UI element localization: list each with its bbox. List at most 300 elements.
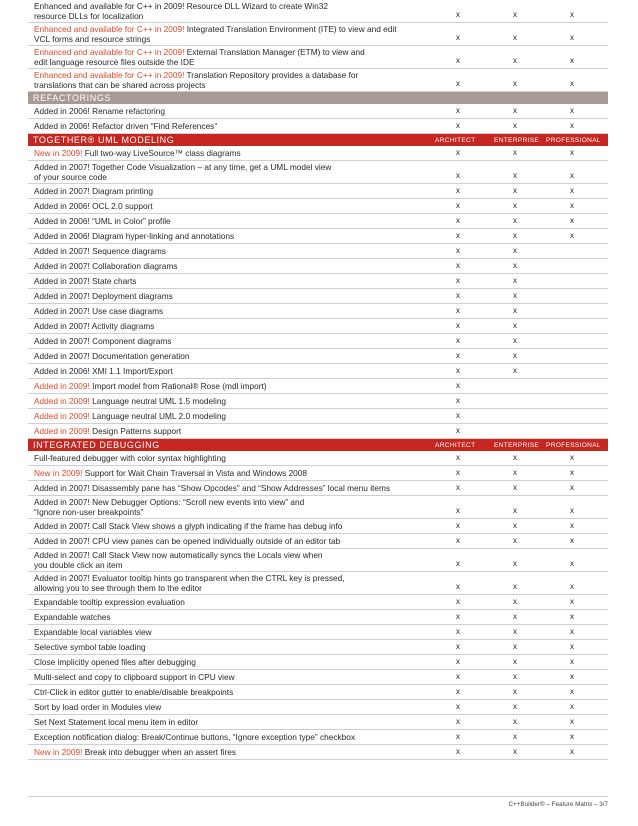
check-mark: x (456, 411, 460, 420)
check-mark: x (570, 702, 574, 711)
check-mark: x (456, 506, 460, 515)
feature-text: Ctrl-Click in editor gutter to enable/disable breakpoints (34, 687, 234, 697)
feature-label (34, 411, 434, 421)
check-mark: x (570, 687, 574, 696)
check-mark: x (456, 642, 460, 651)
check-mark: x (456, 56, 460, 65)
highlight-text: New in 2009! (34, 747, 83, 757)
feature-text: Import model from Rational® Rose (mdl import) (89, 381, 267, 391)
feature-text: Added in 2006! XMI 1.1 Import/Export (34, 366, 173, 376)
table-row (28, 610, 608, 625)
feature-line (34, 351, 434, 361)
feature-line (34, 162, 434, 172)
table-row (28, 184, 608, 199)
feature-matrix (28, 0, 608, 760)
feature-text: Break into debugger when an assert fires (82, 747, 237, 757)
table-row (28, 496, 608, 519)
feature-line (34, 560, 434, 570)
feature-line (34, 246, 434, 256)
feature-line (34, 597, 434, 607)
check-mark: x (456, 351, 460, 360)
feature-label (34, 121, 434, 131)
feature-line (34, 306, 434, 316)
section-header (28, 439, 608, 451)
check-mark: x (570, 186, 574, 195)
feature-text: Added in 2006! Refactor driven “Find References” (34, 121, 218, 131)
feature-text: Enhanced and available for C++ in 2009! Resource DLL Wizard to create Win32 (34, 1, 328, 11)
table-row (28, 274, 608, 289)
feature-line (34, 381, 434, 391)
page-footer (28, 796, 608, 808)
feature-text: allowing you to see through them to the editor (34, 583, 202, 593)
feature-label (34, 47, 434, 67)
table-row (28, 409, 608, 424)
check-mark: x (456, 121, 460, 130)
check-mark: x (513, 148, 517, 157)
feature-label (34, 321, 434, 331)
check-mark: x (456, 366, 460, 375)
table-row (28, 519, 608, 534)
feature-text: Multi-select and copy to clipboard support in CPU view (34, 672, 235, 682)
check-mark: x (513, 56, 517, 65)
feature-line (34, 657, 434, 667)
table-row (28, 655, 608, 670)
feature-text: Selective symbol table loading (34, 642, 146, 652)
check-mark: x (513, 506, 517, 515)
feature-text: Expandable tooltip expression evaluation (34, 597, 185, 607)
check-mark: x (570, 201, 574, 210)
check-mark: x (456, 702, 460, 711)
table-row (28, 319, 608, 334)
feature-text: VCL forms and resource strings (34, 34, 151, 44)
feature-line (34, 583, 434, 593)
table-row (28, 119, 608, 134)
feature-label (34, 396, 434, 406)
feature-text: “Ignore non-user breakpoints” (34, 507, 144, 517)
feature-text: Added in 2007! Call Stack View shows a glyph indicating if the frame has debug info (34, 521, 343, 531)
feature-text: Sort by load order in Modules view (34, 702, 162, 712)
check-mark: x (456, 246, 460, 255)
check-mark: x (570, 521, 574, 530)
table-row (28, 304, 608, 319)
highlight-text: Added in 2009! (34, 411, 90, 421)
check-mark: x (570, 148, 574, 157)
feature-label (34, 468, 434, 478)
table-row (28, 104, 608, 119)
check-mark: x (456, 186, 460, 195)
column-header: ARCHITECT (435, 137, 476, 144)
check-mark: x (513, 687, 517, 696)
feature-label (34, 483, 434, 493)
section-header (28, 92, 608, 104)
feature-line (34, 468, 434, 478)
check-mark: x (456, 612, 460, 621)
feature-line (34, 276, 434, 286)
check-mark: x (513, 732, 517, 741)
check-mark: x (513, 171, 517, 180)
check-mark: x (570, 56, 574, 65)
feature-text: Added in 2007! Diagram printing (34, 186, 153, 196)
check-mark: x (456, 657, 460, 666)
feature-line (34, 34, 434, 44)
feature-line (34, 396, 434, 406)
check-mark: x (456, 261, 460, 270)
check-mark: x (570, 612, 574, 621)
table-row (28, 214, 608, 229)
table-row (28, 349, 608, 364)
feature-label (34, 381, 434, 391)
feature-line (34, 550, 434, 560)
feature-label (34, 453, 434, 463)
column-header: PROFESSIONAL (546, 442, 601, 449)
feature-text: Support for Wait Chain Traversal in Vista and Windows 2008 (82, 468, 308, 478)
section-title: INTEGRATED DEBUGGING (33, 440, 160, 450)
check-mark: x (456, 521, 460, 530)
check-mark: x (456, 276, 460, 285)
highlight-text: Added in 2009! (34, 426, 90, 436)
feature-label (34, 702, 434, 712)
table-row (28, 289, 608, 304)
feature-text: resource DLLs for localization (34, 11, 144, 21)
check-mark: x (570, 717, 574, 726)
feature-line (34, 106, 434, 116)
feature-label (34, 336, 434, 346)
feature-line (34, 497, 434, 507)
feature-label (34, 162, 434, 182)
table-row (28, 146, 608, 161)
highlight-text: Added in 2009! (34, 396, 90, 406)
feature-text: Added in 2006! OCL 2.0 support (34, 201, 153, 211)
feature-text: Added in 2007! Use case diagrams (34, 306, 164, 316)
check-mark: x (513, 468, 517, 477)
check-mark: x (513, 106, 517, 115)
check-mark: x (570, 582, 574, 591)
check-mark: x (570, 231, 574, 240)
feature-line (34, 80, 434, 90)
feature-label (34, 573, 434, 593)
table-row (28, 394, 608, 409)
table-row (28, 745, 608, 760)
column-header: PROFESSIONAL (546, 137, 601, 144)
check-mark: x (456, 79, 460, 88)
feature-text: of your source code (34, 172, 107, 182)
feature-line (34, 336, 434, 346)
table-row (28, 259, 608, 274)
check-mark: x (513, 276, 517, 285)
feature-text: Full two-way LiveSource™ class diagrams (82, 148, 241, 158)
feature-line (34, 261, 434, 271)
check-mark: x (513, 79, 517, 88)
highlight-text: Enhanced and available for C++ in 2009! (34, 70, 185, 80)
feature-line (34, 57, 434, 67)
feature-text: Expandable watches (34, 612, 111, 622)
check-mark: x (570, 171, 574, 180)
feature-text: Added in 2007! State charts (34, 276, 137, 286)
feature-label (34, 612, 434, 622)
feature-label (34, 642, 434, 652)
check-mark: x (513, 717, 517, 726)
check-mark: x (513, 657, 517, 666)
feature-text: Language neutral UML 1.5 modeling (89, 396, 227, 406)
feature-label (34, 70, 434, 90)
table-row (28, 424, 608, 439)
check-mark: x (456, 148, 460, 157)
table-row (28, 700, 608, 715)
feature-text: Full-featured debugger with color syntax highlighting (34, 453, 226, 463)
feature-text: you double click an item (34, 560, 123, 570)
table-row (28, 534, 608, 549)
feature-text: Added in 2007! Evaluator tooltip hints go transparent when the CTRL key is pressed, (34, 573, 345, 583)
feature-label (34, 687, 434, 697)
check-mark: x (456, 291, 460, 300)
feature-label (34, 426, 434, 436)
feature-label (34, 717, 434, 727)
feature-line (34, 411, 434, 421)
feature-text: Added in 2007! Documentation generation (34, 351, 190, 361)
table-row (28, 244, 608, 259)
feature-text: Added in 2006! “UML in Color” profile (34, 216, 171, 226)
table-row (28, 69, 608, 92)
feature-line (34, 702, 434, 712)
table-row (28, 730, 608, 745)
column-header: ENTERPRISE (494, 137, 540, 144)
check-mark: x (570, 559, 574, 568)
check-mark: x (570, 672, 574, 681)
highlight-text: Enhanced and available for C++ in 2009! (34, 24, 185, 34)
check-mark: x (456, 717, 460, 726)
check-mark: x (513, 121, 517, 130)
feature-line (34, 732, 434, 742)
check-mark: x (513, 246, 517, 255)
check-mark: x (513, 582, 517, 591)
column-header: ARCHITECT (435, 442, 476, 449)
feature-text: External Translation Manager (ETM) to view and (184, 47, 365, 57)
feature-line (34, 321, 434, 331)
feature-label (34, 201, 434, 211)
check-mark: x (513, 559, 517, 568)
table-row (28, 625, 608, 640)
feature-line (34, 573, 434, 583)
feature-line (34, 11, 434, 21)
highlight-text: New in 2009! (34, 468, 83, 478)
feature-line (34, 536, 434, 546)
table-row (28, 334, 608, 349)
check-mark: x (513, 186, 517, 195)
check-mark: x (456, 536, 460, 545)
check-mark: x (513, 336, 517, 345)
check-mark: x (513, 747, 517, 756)
check-mark: x (456, 171, 460, 180)
table-row (28, 46, 608, 69)
feature-line (34, 747, 434, 757)
feature-line (34, 687, 434, 697)
feature-text: Close implicitly opened files after debugging (34, 657, 196, 667)
feature-label (34, 216, 434, 226)
table-row (28, 685, 608, 700)
check-mark: x (456, 231, 460, 240)
table-row (28, 451, 608, 466)
check-mark: x (513, 627, 517, 636)
table-row (28, 0, 608, 23)
feature-line (34, 672, 434, 682)
check-mark: x (513, 672, 517, 681)
feature-text: Integrated Translation Environment (ITE) to view and edit (184, 24, 397, 34)
check-mark: x (456, 483, 460, 492)
check-mark: x (456, 672, 460, 681)
check-mark: x (456, 10, 460, 19)
feature-label (34, 1, 434, 21)
check-mark: x (570, 642, 574, 651)
check-mark: x (456, 381, 460, 390)
feature-text: Added in 2007! Sequence diagrams (34, 246, 166, 256)
feature-label (34, 291, 434, 301)
feature-line (34, 627, 434, 637)
check-mark: x (456, 468, 460, 477)
feature-label (34, 497, 434, 517)
check-mark: x (513, 231, 517, 240)
feature-text: Added in 2007! Collaboration diagrams (34, 261, 178, 271)
table-row (28, 715, 608, 730)
feature-label (34, 627, 434, 637)
check-mark: x (456, 426, 460, 435)
feature-text: Added in 2007! CPU view panes can be opened individually outside of an editor tab (34, 536, 341, 546)
check-mark: x (456, 321, 460, 330)
feature-label (34, 231, 434, 241)
feature-line (34, 291, 434, 301)
feature-text: Added in 2007! Deployment diagrams (34, 291, 173, 301)
check-mark: x (570, 106, 574, 115)
feature-text: Added in 2007! Call Stack View now automatically syncs the Locals view when (34, 550, 323, 560)
feature-text: Added in 2007! New Debugger Options: “Scroll new events into view” and (34, 497, 305, 507)
feature-text: translations that can be shared across projects (34, 80, 206, 90)
feature-text: Exception notification dialog: Break/Continue buttons, “Ignore exception type” checkbox (34, 732, 356, 742)
feature-text: Added in 2007! Disassembly pane has “Show Opcodes” and “Show Addresses” local menu items (34, 483, 391, 493)
feature-text: edit language resource files outside the IDE (34, 57, 195, 67)
check-mark: x (570, 216, 574, 225)
check-mark: x (456, 687, 460, 696)
footer-text: C++Builder® – Feature Matrix – 3/7 (508, 801, 608, 808)
feature-line (34, 47, 434, 57)
feature-label (34, 732, 434, 742)
feature-text: Design Patterns support (89, 426, 182, 436)
feature-label (34, 261, 434, 271)
check-mark: x (456, 747, 460, 756)
feature-label (34, 366, 434, 376)
feature-line (34, 426, 434, 436)
feature-label (34, 550, 434, 570)
check-mark: x (570, 453, 574, 462)
table-row (28, 466, 608, 481)
table-row (28, 379, 608, 394)
check-mark: x (513, 521, 517, 530)
check-mark: x (570, 10, 574, 19)
table-row (28, 481, 608, 496)
check-mark: x (513, 702, 517, 711)
table-row (28, 549, 608, 572)
feature-text: Added in 2007! Component diagrams (34, 336, 172, 346)
feature-line (34, 148, 434, 158)
check-mark: x (513, 597, 517, 606)
feature-line (34, 24, 434, 34)
check-mark: x (456, 216, 460, 225)
check-mark: x (456, 201, 460, 210)
table-row (28, 595, 608, 610)
check-mark: x (456, 106, 460, 115)
feature-line (34, 201, 434, 211)
check-mark: x (570, 506, 574, 515)
check-mark: x (570, 747, 574, 756)
feature-text: Translation Repository provides a database for (184, 70, 359, 80)
check-mark: x (570, 627, 574, 636)
check-mark: x (570, 483, 574, 492)
check-mark: x (570, 536, 574, 545)
check-mark: x (456, 559, 460, 568)
highlight-text: Added in 2009! (34, 381, 90, 391)
section-header (28, 134, 608, 146)
feature-line (34, 186, 434, 196)
check-mark: x (456, 33, 460, 42)
feature-label (34, 276, 434, 286)
check-mark: x (456, 396, 460, 405)
feature-label (34, 521, 434, 531)
table-row (28, 670, 608, 685)
check-mark: x (513, 453, 517, 462)
feature-text: Language neutral UML 2.0 modeling (89, 411, 227, 421)
check-mark: x (513, 483, 517, 492)
feature-line (34, 507, 434, 517)
feature-label (34, 351, 434, 361)
feature-label (34, 672, 434, 682)
table-row (28, 364, 608, 379)
feature-text: Set Next Statement local menu item in editor (34, 717, 199, 727)
feature-text: Added in 2006! Rename refactoring (34, 106, 165, 116)
check-mark: x (513, 291, 517, 300)
check-mark: x (513, 10, 517, 19)
feature-label (34, 657, 434, 667)
feature-line (34, 612, 434, 622)
check-mark: x (513, 351, 517, 360)
check-mark: x (513, 33, 517, 42)
feature-line (34, 521, 434, 531)
check-mark: x (456, 582, 460, 591)
check-mark: x (570, 33, 574, 42)
check-mark: x (513, 201, 517, 210)
feature-text: Expandable local variables view (34, 627, 152, 637)
check-mark: x (570, 79, 574, 88)
feature-label (34, 597, 434, 607)
table-row (28, 640, 608, 655)
check-mark: x (456, 627, 460, 636)
check-mark: x (456, 306, 460, 315)
check-mark: x (456, 453, 460, 462)
check-mark: x (513, 261, 517, 270)
feature-text: Added in 2006! Diagram hyper-linking and annotations (34, 231, 235, 241)
feature-line (34, 642, 434, 652)
check-mark: x (570, 121, 574, 130)
highlight-text: New in 2009! (34, 148, 83, 158)
check-mark: x (513, 216, 517, 225)
column-header: ENTERPRISE (494, 442, 540, 449)
table-row (28, 23, 608, 46)
table-row (28, 229, 608, 244)
feature-line (34, 717, 434, 727)
check-mark: x (456, 597, 460, 606)
feature-label (34, 106, 434, 116)
table-row (28, 161, 608, 184)
feature-label (34, 306, 434, 316)
feature-label (34, 24, 434, 44)
feature-label (34, 747, 434, 757)
